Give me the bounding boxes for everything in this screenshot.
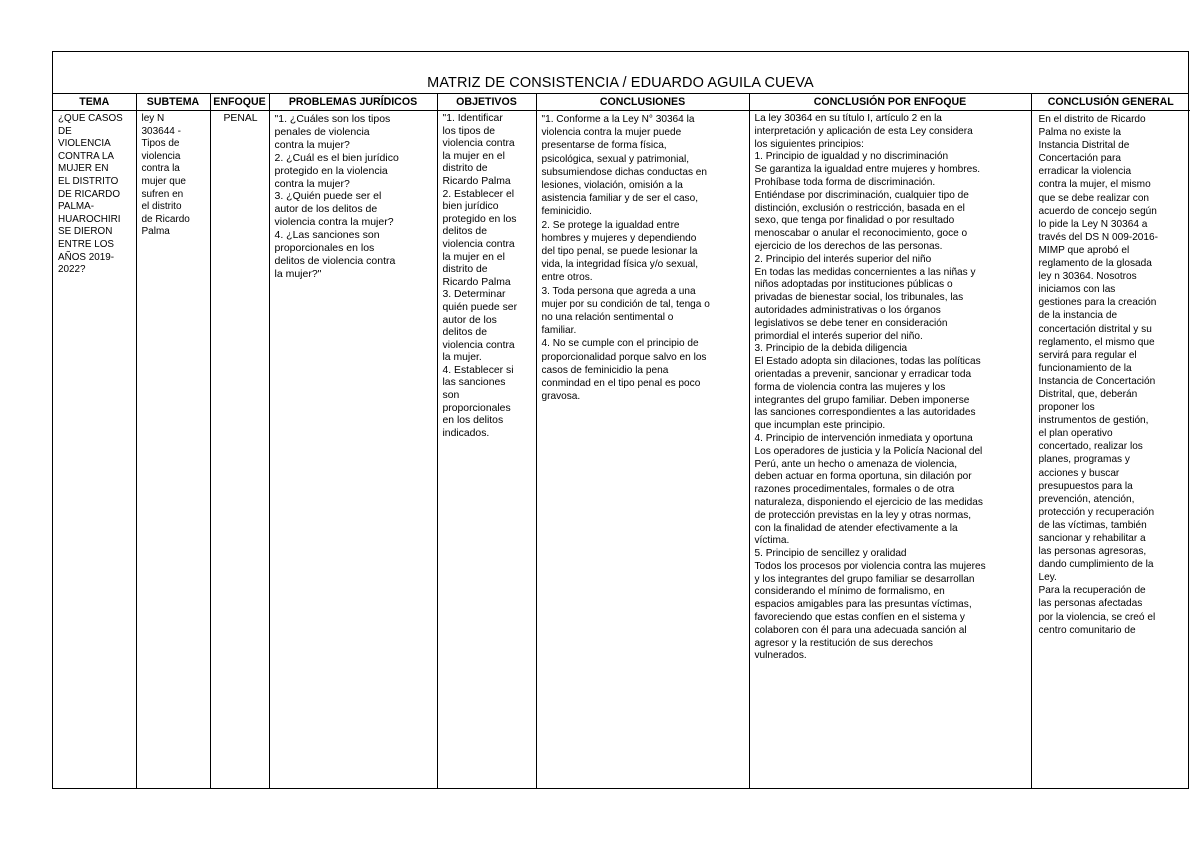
consistency-matrix (52, 51, 1189, 789)
header-conclusion-enfoque: CONCLUSIÓN POR ENFOQUE (749, 94, 1031, 111)
cell-conclusiones (536, 111, 749, 790)
cell-conclusion-enfoque-text: La ley 30364 en su título I, artículo 2 en la interpretación y aplicación de esta Ley considera los siguientes principios: 1. Principio de igualdad y no discriminación Se garantiza la igualdad entre mujeres y hombres. Prohíbase toda forma de discriminación. Entiéndase por discriminación, cualquier tipo de distinción, exclusión o restricción, basada en el sexo, que tenga por finalidad o por resultado menoscabar o anular el reconocimiento, goce o ejercicio de los derechos de las personas. 2. Principio del interés superior del niño En todas las medidas concernientes a las niñas y niños adoptadas por instituciones públicas o privadas de bienestar social, los tribunales, las autoridades administrativas o los órganos legislativos se debe tener en consideración primordial el interés superior del niño. 3. Principio de la debida diligencia El Estado adopta sin dilaciones, todas las políticas orientadas a prevenir, sancionar y erradicar toda forma de violencia contra las mujeres y los integrantes del grupo familiar. Deben imponerse las sanciones correspondientes a las autoridades que incumplan este principio. 4. Principio de intervención inmediata y oportuna Los operadores de justicia y la Policía Nacional del Perú, ante un hecho o amenaza de violencia, deben actuar en forma oportuna, sin dilación por razones procedimentales, formales o de otra naturaleza, disponiendo el ejercicio de las medidas de protección previstas en la ley y otras normas, con la finalidad de atender efectivamente a la víctima. 5. Principio de sencillez y oralidad Todos los procesos por violencia contra las mujeres y los integrantes del grupo familiar se desarrollan considerando el mínimo de formalismo, en espacios amigables para las presuntas víctimas, favoreciendo que estas confíen en el sistema y colaboren con él para una adecuada sanción al agresor y la restitución de sus derechos vulnerados. (754, 113, 986, 662)
header-subtema: SUBTEMA (136, 94, 210, 111)
header-row (53, 94, 1190, 111)
cell-subtema (136, 111, 210, 790)
cell-problemas-text: "1. ¿Cuáles son los tipos penales de violencia contra la mujer? 2. ¿Cuál es el bien jurídico protegido en la violencia contra la mujer? 3. ¿Quién puede ser el autor de los delitos de violencia contra la mujer? 4. ¿Las sanciones son proporcionales en los delitos de violencia contra la mujer?" (274, 113, 399, 280)
cell-conclusion-enfoque (749, 111, 1031, 790)
header-tema: TEMA (53, 94, 136, 111)
cell-problemas (269, 111, 437, 790)
cell-subtema-text: ley N 303644 - Tipos de violencia contra la mujer que sufren en el distrito de Ricardo Palma (141, 113, 190, 238)
cell-conclusion-general-text: En el distrito de Ricardo Palma no existe la Instancia Distrital de Concertación para erradicar la violencia contra la mujer, el mismo que se debe realizar con acuerdo de concejo según lo pide la Ley N 30364 a través del DS N 009-2016- MIMP que aprobó el reglamento de la glosada ley n 30364. Nosotros iniciamos con las gestiones para la creación de la instancia de concertación distrital y su reglamento, el mismo que servirá para regular el funcionamiento de la Instancia de Concertación Distrital, que, deberán proponer los instrumentos de gestión, el plan operativo concertado, realizar los planes, programas y acciones y buscar presupuestos para la prevención, atención, protección y recuperación de las víctimas, también sancionar y rehabilitar a las personas agresoras, dando cumplimiento de la Ley. Para la recuperación de las personas afectadas por la violencia, se creó el centro comunitario de (1038, 114, 1159, 636)
header-objetivos: OBJETIVOS (437, 94, 536, 111)
cell-objetivos (437, 111, 536, 790)
matrix-title-row (53, 52, 1188, 94)
cell-tema-text: ¿QUE CASOS DE VIOLENCIA CONTRA LA MUJER EN EL DISTRITO DE RICARDO PALMA- HUAROCHIRI SE DIERON ENTRE LOS AÑOS 2019- 2022? (58, 113, 123, 276)
header-conclusiones: CONCLUSIONES (536, 94, 749, 111)
table-row (53, 111, 1190, 790)
matrix-table (53, 94, 1190, 789)
cell-objetivos-text: "1. Identificar los tipos de violencia contra la mujer en el distrito de Ricardo Palma 2. Establecer el bien jurídico protegido en los delitos de violencia contra la mujer en el distrito de Ricardo Palma 3. Determinar quién puede ser autor de los delitos de violencia contra la mujer. 4. Establecer si las sanciones son proporcionales en los delitos indicados. (442, 113, 518, 439)
cell-conclusion-general (1031, 111, 1190, 790)
cell-enfoque (210, 111, 269, 790)
cell-tema (53, 111, 136, 790)
header-problemas: PROBLEMAS JURÍDICOS (269, 94, 437, 111)
header-conclusion-general: CONCLUSIÓN GENERAL (1031, 94, 1190, 111)
cell-conclusiones-text: "1. Conforme a la Ley N° 30364 la violencia contra la mujer puede presentarse de forma física, psicológica, sexual y patrimonial, subsumiendose dichas conductas en lesiones, violación, omisión a la asistencia familiar y de ser el caso, feminicidio. 2. Se protege la igualdad entre hombres y mujeres y dependiendo del tipo penal, se puede lesionar la vida, la integridad física y/o sexual, entre otros. 3. Toda persona que agreda a una mujer por su condición de tal, tenga o no una relación sentimental o familiar. 4. No se cumple con el principio de proporcionalidad porque salvo en los casos de feminicidio la pena conmindad en el tipo penal es poco gravosa. (541, 114, 710, 403)
header-enfoque: ENFOQUE (210, 94, 269, 111)
cell-enfoque-text: PENAL (223, 113, 258, 124)
matrix-title: MATRIZ DE CONSISTENCIA / EDUARDO AGUILA CUEVA (427, 75, 814, 91)
